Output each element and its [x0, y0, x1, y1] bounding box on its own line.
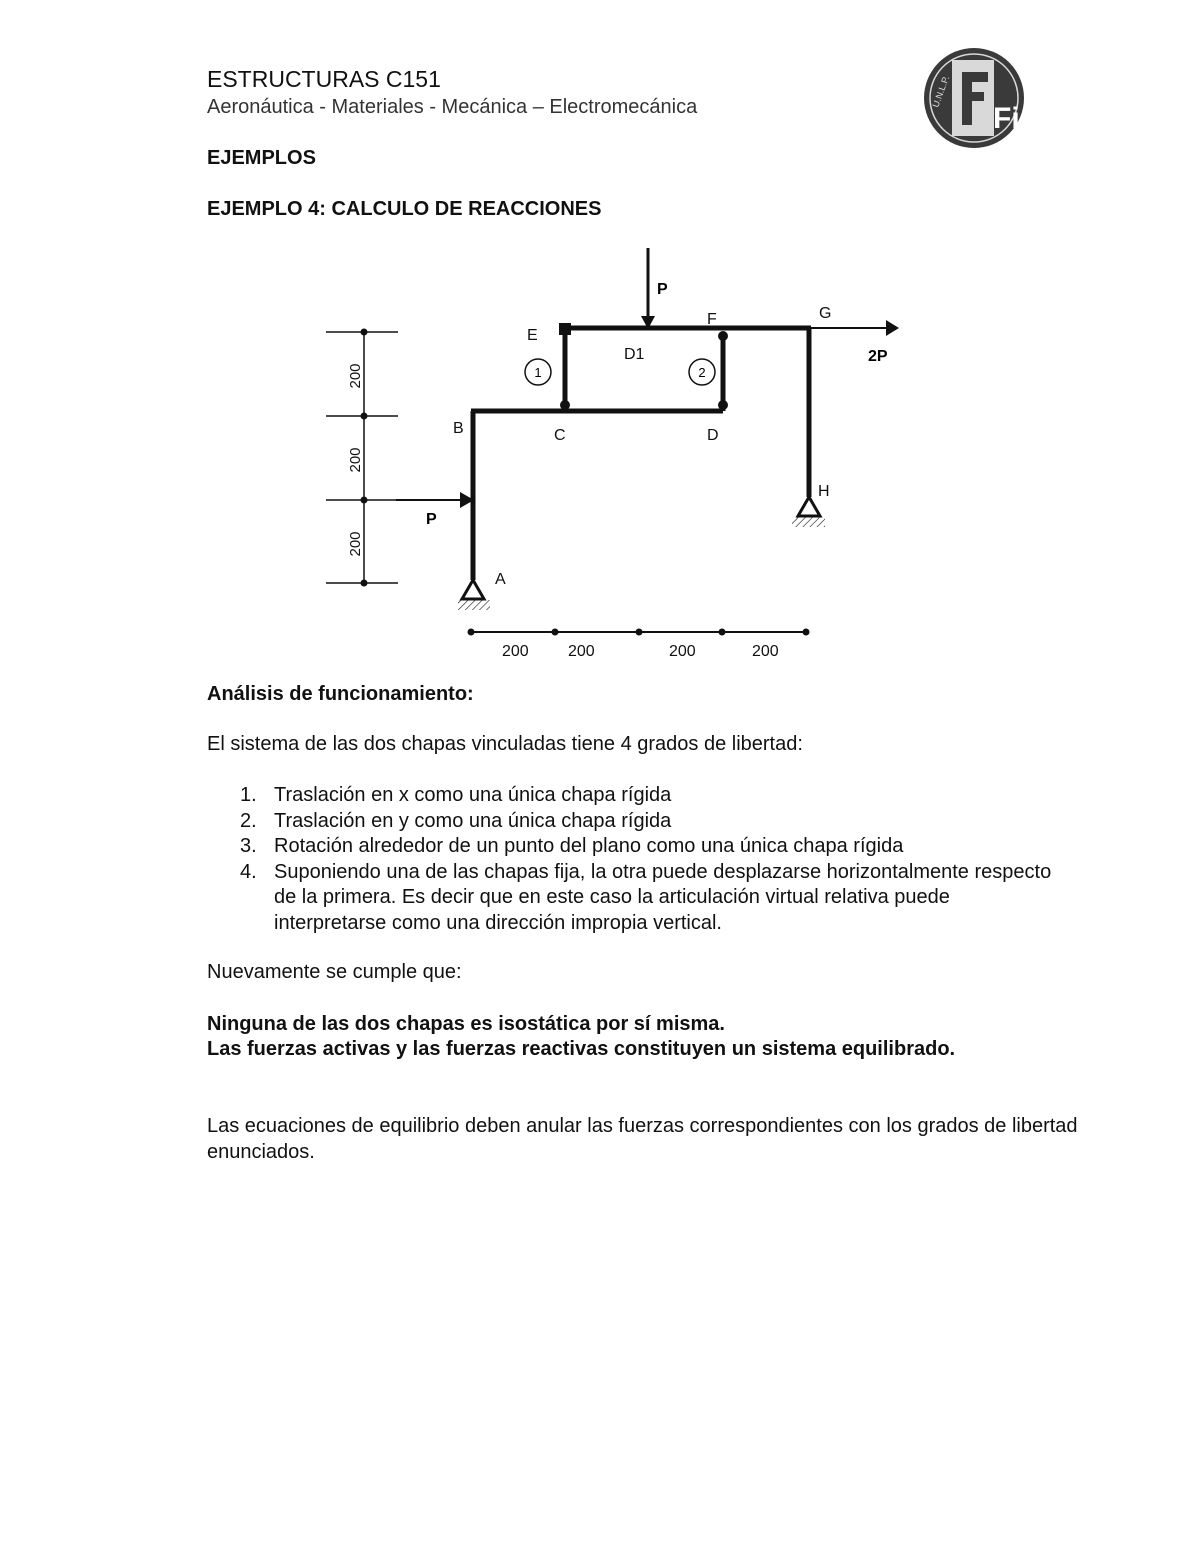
vertical-dim-3: 200: [347, 531, 364, 557]
list-item-text: Rotación alrededor de un punto del plano como una única chapa rígida: [274, 835, 904, 857]
analysis-heading: Análisis de funcionamiento:: [207, 683, 474, 705]
list-item-text: Traslación en y como una única chapa rígida: [274, 809, 672, 832]
load-p-left: [396, 492, 474, 508]
load-label-left: P: [426, 511, 437, 528]
again-paragraph: Nuevamente se cumple que:: [207, 961, 462, 983]
degrees-of-freedom-list: [207, 783, 1107, 936]
support-h: [792, 497, 825, 527]
list-item-text: Traslación en x como una única chapa rígida: [274, 784, 672, 806]
faculty-logo: [922, 46, 1026, 150]
structure-diagram: [300, 240, 920, 680]
list-item: [207, 783, 1107, 809]
logo-text: Fi: [993, 102, 1020, 135]
vertical-dim-2: 200: [347, 447, 364, 473]
list-item-text: Suponiendo una de las chapas fija, la otra puede desplazarse horizontalmente respecto de la primera. Es decir que en este caso la articulación virtual relativa puede interpretarse como una dirección impropia vertical.: [274, 860, 1052, 934]
node-label-h: H: [818, 483, 830, 500]
section-title: EJEMPLOS: [207, 147, 316, 169]
list-item: [207, 809, 1107, 835]
list-item-number: 1.: [240, 784, 257, 806]
support-a: [458, 580, 490, 610]
closing-paragraph: Las ecuaciones de equilibrio deben anular las fuerzas correspondientes con los grados de libertad enunciados.: [207, 1115, 1078, 1163]
list-item: [207, 860, 1054, 937]
joint-c: [560, 400, 570, 410]
horizontal-dim-3: 200: [669, 643, 696, 660]
intro-paragraph: El sistema de las dos chapas vinculadas tiene 4 grados de libertad:: [207, 733, 803, 755]
plate-marker-2: [689, 359, 715, 385]
bold-statement-1: Ninguna de las dos chapas es isostática por sí misma.: [207, 1013, 725, 1035]
horizontal-dim-1: 200: [502, 643, 529, 660]
horizontal-dimension: [468, 629, 810, 636]
load-2p-right: [811, 320, 899, 336]
node-label-f: F: [707, 311, 717, 328]
vertical-dim-1: 200: [347, 363, 364, 389]
list-item-number: 2.: [240, 809, 257, 832]
node-label-a: A: [495, 571, 506, 588]
joint-e: [559, 323, 571, 335]
joint-d: [718, 400, 728, 410]
horizontal-dim-2: 200: [568, 643, 595, 660]
node-label-d1: D1: [624, 346, 645, 363]
node-label-d: D: [707, 427, 719, 444]
load-label-top: P: [657, 281, 668, 298]
list-item-number: 4.: [240, 860, 257, 883]
list-item: [207, 834, 1107, 860]
example-title: EJEMPLO 4: CALCULO DE REACCIONES: [207, 198, 602, 220]
node-label-c: C: [554, 427, 566, 444]
load-p-top: [641, 248, 655, 329]
node-label-e: E: [527, 327, 538, 344]
bold-statement-2: Las fuerzas activas y las fuerzas reactivas constituyen un sistema equilibrado.: [207, 1038, 956, 1060]
node-label-g: G: [819, 305, 832, 322]
plate-label-2: 2: [698, 365, 706, 380]
list-item-number: 3.: [240, 835, 257, 857]
frame-members: [471, 328, 811, 580]
course-subtitle: Aeronáutica - Materiales - Mecánica – Electromecánica: [207, 96, 698, 118]
logo-seal-text: U.N.L.P.: [930, 74, 952, 109]
plate-label-1: 1: [534, 365, 542, 380]
course-title: ESTRUCTURAS C151: [207, 66, 441, 92]
joint-f: [718, 331, 728, 341]
node-label-b: B: [453, 420, 464, 437]
plate-marker-1: [525, 359, 551, 385]
load-label-right: 2P: [868, 348, 888, 365]
horizontal-dim-4: 200: [752, 643, 779, 660]
